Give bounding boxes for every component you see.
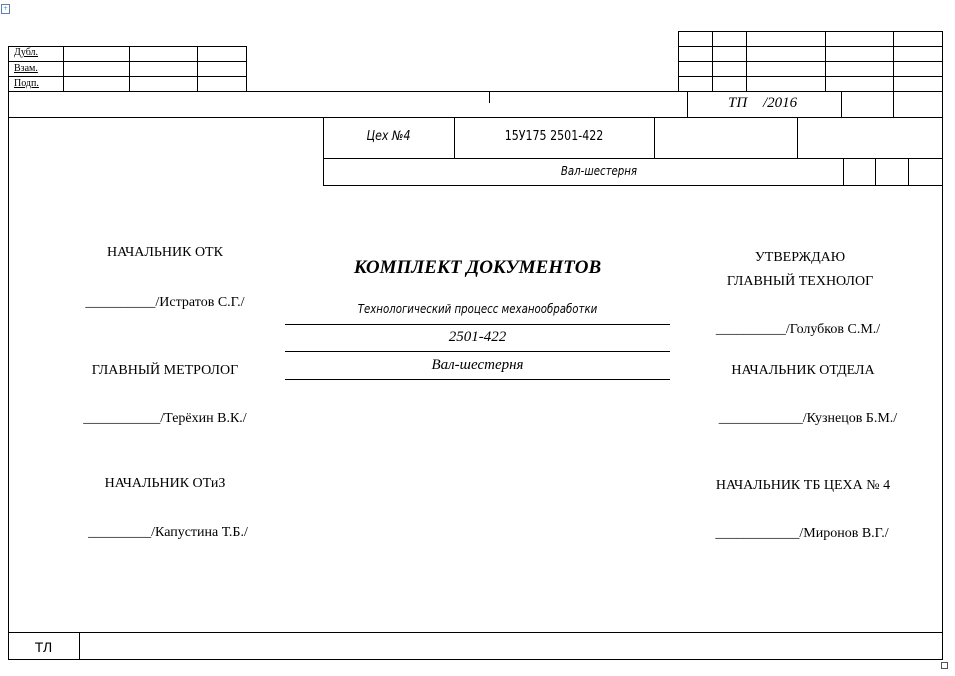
approve-label: УТВЕРЖДАЮ — [754, 250, 846, 265]
left-signature-3: _________/Капустина Т.Б./ — [88, 525, 248, 540]
left-role-1: НАЧАЛЬНИК ОТК — [107, 245, 223, 260]
tl-label: ТЛ — [34, 639, 53, 655]
right-signature-2: ____________/Кузнецов Б.М./ — [718, 411, 898, 426]
right-role-1: ГЛАВНЫЙ ТЕХНОЛОГ — [726, 274, 874, 289]
left-role-2: ГЛАВНЫЙ МЕТРОЛОГ — [91, 363, 239, 378]
podp-label: Подп. — [14, 78, 39, 89]
part-code: 15У175 2501-422 — [504, 129, 604, 144]
header-part-name: Вал-шестерня — [560, 164, 638, 178]
dubl-label: Дубл. — [14, 47, 39, 58]
right-role-3: НАЧАЛЬНИК ТБ ЦЕХА № 4 — [715, 478, 891, 493]
document-subtitle: Технологический процесс механообработки — [357, 302, 598, 316]
tp-year: /2016 — [763, 95, 798, 111]
right-role-2: НАЧАЛЬНИК ОТДЕЛА — [731, 363, 875, 378]
right-signature-3: ____________/Миронов В.Г./ — [715, 526, 889, 541]
title-rule-3 — [285, 379, 670, 380]
document-number: 2501-422 — [448, 329, 507, 345]
tp-label: ТП — [728, 95, 748, 111]
workshop-label: Цех №4 — [366, 129, 411, 144]
vzam-label: Взам. — [14, 63, 38, 74]
main-part-name: Вал-шестерня — [431, 357, 524, 373]
document-title: КОМПЛЕКТ ДОКУМЕНТОВ — [353, 257, 602, 278]
title-rule-1 — [285, 324, 670, 325]
title-rule-2 — [285, 351, 670, 352]
left-signature-1: __________/Истратов С.Г./ — [85, 295, 245, 310]
resize-handle[interactable] — [941, 662, 948, 669]
left-role-3: НАЧАЛЬНИК ОТиЗ — [104, 476, 226, 491]
right-signature-1: __________/Голубков С.М./ — [715, 322, 881, 337]
anchor-icon: + — [2, 5, 9, 12]
left-signature-2: ___________/Терёхин В.К./ — [83, 411, 247, 426]
